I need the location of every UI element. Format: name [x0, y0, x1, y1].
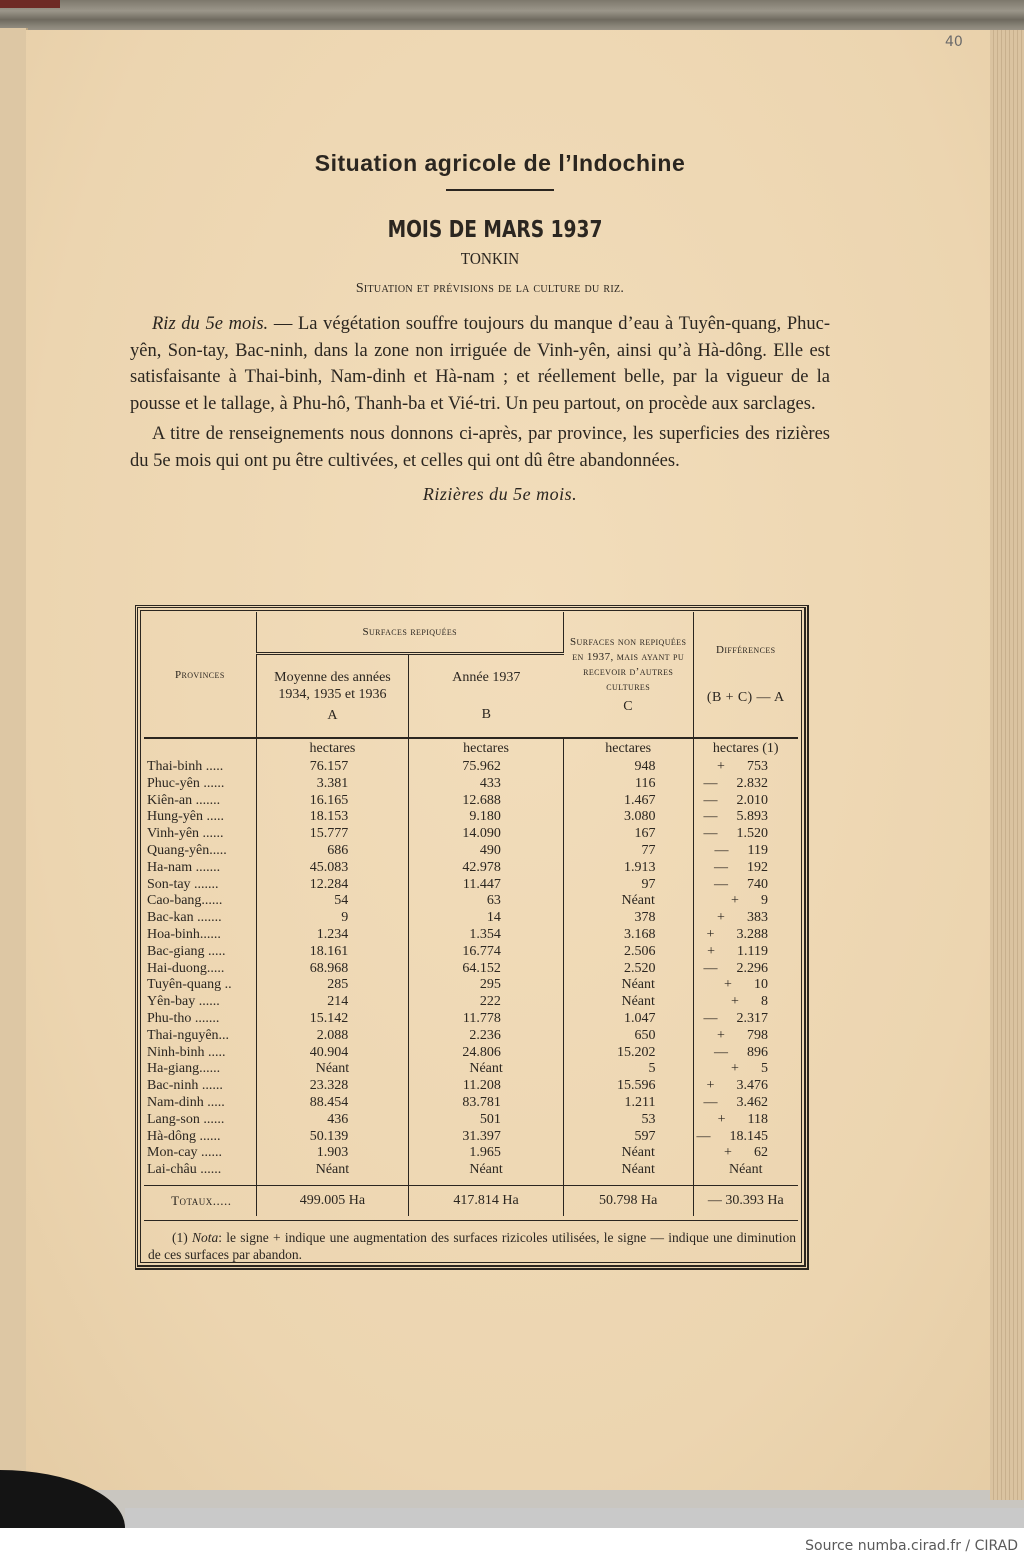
- units-row: [144, 738, 798, 759]
- value-c: 2.520: [563, 961, 693, 978]
- header-col-b: [409, 654, 564, 739]
- difference-cell: [693, 1045, 798, 1062]
- table-row: [144, 1095, 798, 1112]
- value-a: 15.777: [256, 826, 409, 843]
- page-stack-edge: [990, 30, 1024, 1500]
- month-heading: MOIS DE MARS 1937: [387, 217, 603, 243]
- difference-value: 753: [747, 759, 768, 774]
- difference-sign: —: [714, 859, 728, 875]
- table-caption: Rizières du 5e mois.: [422, 484, 578, 504]
- rice-fields-table: [135, 605, 809, 1270]
- difference-cell: [693, 793, 798, 810]
- value-a: 285: [256, 977, 409, 994]
- table-row: [144, 977, 798, 994]
- value-b: 1.354: [409, 927, 564, 944]
- province-name: Hoa-binh......: [144, 927, 256, 944]
- value-a: 15.142: [256, 1011, 409, 1028]
- difference-cell: [693, 759, 798, 776]
- value-c: 3.080: [563, 809, 693, 826]
- unit-a: hectares: [256, 738, 409, 759]
- value-b: Néant: [409, 1162, 564, 1179]
- difference-cell: [693, 809, 798, 826]
- header-col-b-letter: B: [481, 707, 491, 722]
- header-col-c-text: Surfaces non repiquées en 1937, mais ayant pu recevoir d’autres cultures: [570, 636, 687, 693]
- province-name: Ninh-binh .....: [144, 1045, 256, 1062]
- difference-cell: [693, 1162, 798, 1179]
- difference-value: 192: [747, 859, 768, 875]
- value-b: 9.180: [409, 809, 564, 826]
- value-c: 116: [563, 776, 693, 793]
- value-a: 18.153: [256, 809, 409, 826]
- province-name: Ha-nam .......: [144, 860, 256, 877]
- total-b: 417.814 Ha: [409, 1185, 564, 1216]
- table-row: [144, 1011, 798, 1028]
- value-a: 54: [256, 893, 409, 910]
- difference-value: 5.893: [736, 809, 768, 825]
- total-d: — 30.393 Ha: [693, 1185, 798, 1216]
- value-c: 378: [563, 910, 693, 927]
- difference-sign: —: [703, 1010, 718, 1026]
- table-row: [144, 944, 798, 961]
- province-name: Phu-tho .......: [144, 1011, 256, 1028]
- value-a: 23.328: [256, 1078, 409, 1095]
- value-b: 83.781: [409, 1095, 564, 1112]
- value-a: 3.381: [256, 776, 409, 793]
- value-a: 1.903: [256, 1145, 409, 1162]
- total-c: 50.798 Ha: [563, 1185, 693, 1216]
- province-name: Thai-nguyên...: [144, 1028, 256, 1045]
- value-a: 686: [256, 843, 409, 860]
- value-b: 14.090: [409, 826, 564, 843]
- value-b: 11.778: [409, 1011, 564, 1028]
- value-b: 295: [409, 977, 564, 994]
- value-c: Néant: [563, 1145, 693, 1162]
- value-b: 11.208: [409, 1078, 564, 1095]
- difference-value: 5: [761, 1061, 768, 1077]
- table-row: [144, 1112, 798, 1129]
- table-row: [144, 1045, 798, 1062]
- value-c: 77: [563, 843, 693, 860]
- difference-sign: +: [717, 1111, 726, 1127]
- table-row: [144, 910, 798, 927]
- province-name: Thai-binh .....: [144, 759, 256, 776]
- table-row: [144, 893, 798, 910]
- difference-cell: [693, 843, 798, 860]
- difference-cell: [693, 1112, 798, 1129]
- header-col-c: [563, 612, 693, 738]
- difference-sign: +: [706, 926, 715, 942]
- province-name: Vinh-yên ......: [144, 826, 256, 843]
- value-a: 18.161: [256, 944, 409, 961]
- difference-value: 9: [761, 893, 768, 909]
- paragraph-renseignements: A titre de renseignements nous donnons ci-après, par province, les superficies des rizières du 5e mois qui ont pu être cultivées, et celles qui ont dû être abandonnées.: [130, 424, 830, 471]
- difference-sign: —: [703, 792, 718, 808]
- difference-value: 383: [747, 910, 768, 926]
- paragraph-lead: Riz du 5e mois.: [152, 314, 269, 334]
- value-c: 53: [563, 1112, 693, 1129]
- value-b: 16.774: [409, 944, 564, 961]
- value-c: 15.202: [563, 1045, 693, 1062]
- difference-value: 62: [754, 1145, 768, 1161]
- difference-value: 798: [747, 1027, 768, 1043]
- footnote-nota: Nota: [192, 1229, 219, 1245]
- value-c: Néant: [563, 1162, 693, 1179]
- province-name: Phuc-yên ......: [144, 776, 256, 793]
- province-name: Bac-giang .....: [144, 944, 256, 961]
- difference-sign: +: [707, 943, 715, 959]
- difference-sign: +: [717, 1027, 725, 1043]
- province-name: Ha-giang......: [144, 1061, 256, 1078]
- value-a: 45.083: [256, 860, 409, 877]
- header-surfaces-repiquees: Surfaces repiquées: [256, 612, 563, 654]
- paragraph-riz-5e-mois: [130, 311, 830, 417]
- value-c: 167: [563, 826, 693, 843]
- difference-value: 2.832: [736, 775, 768, 791]
- header-col-a: [256, 654, 409, 739]
- table-row: [144, 793, 798, 810]
- value-b: 42.978: [409, 860, 564, 877]
- value-b: 63: [409, 893, 564, 910]
- value-a: 40.904: [256, 1045, 409, 1062]
- difference-cell: [693, 927, 798, 944]
- value-a: 12.284: [256, 877, 409, 894]
- table-row: [144, 1078, 798, 1095]
- difference-value: 3.288: [736, 926, 768, 942]
- value-b: 222: [409, 994, 564, 1011]
- table-row: [144, 994, 798, 1011]
- difference-sign: —: [714, 876, 728, 892]
- province-name: Tuyên-quang ..: [144, 977, 256, 994]
- header-col-d: [693, 612, 798, 738]
- footnote-text: : le signe + indique une augmentation des surfaces rizicoles utilisées, le signe — indique une diminution de ces surfaces par abandon.: [148, 1229, 796, 1262]
- difference-cell: [693, 1129, 798, 1146]
- value-a: 68.968: [256, 961, 409, 978]
- province-name: Cao-bang......: [144, 893, 256, 910]
- unit-c: hectares: [563, 738, 693, 759]
- totals-row: [144, 1185, 798, 1216]
- value-c: 1.047: [563, 1011, 693, 1028]
- difference-value: 2.296: [736, 960, 768, 976]
- totals-label: Totaux.....: [144, 1185, 256, 1216]
- header-col-d-formula: (B + C) — A: [706, 689, 785, 705]
- difference-sign: +: [724, 1145, 732, 1161]
- table-row: [144, 927, 798, 944]
- data-table: [144, 612, 798, 1216]
- difference-sign: —: [714, 1044, 728, 1060]
- table-footnote: (1) Nota: le signe + indique une augmentation des surfaces rizicoles utilisées, le signe — indique une diminution de ces surfaces par abandon.: [144, 1220, 798, 1263]
- province-name: Hung-yên .....: [144, 809, 256, 826]
- title-divider: [446, 189, 554, 191]
- table-row: [144, 877, 798, 894]
- previous-page-edge: [0, 28, 28, 1498]
- province-name: Yên-bay ......: [144, 994, 256, 1011]
- difference-sign: —: [703, 1094, 718, 1110]
- value-c: 3.168: [563, 927, 693, 944]
- province-name: Lai-châu ......: [144, 1162, 256, 1179]
- difference-cell: [693, 961, 798, 978]
- difference-value: 896: [747, 1044, 768, 1060]
- difference-sign: —: [696, 1128, 711, 1144]
- value-a: 214: [256, 994, 409, 1011]
- value-b: 24.806: [409, 1045, 564, 1062]
- value-c: 1.211: [563, 1095, 693, 1112]
- province-name: Bac-kan .......: [144, 910, 256, 927]
- value-b: 490: [409, 843, 564, 860]
- value-a: 2.088: [256, 1028, 409, 1045]
- difference-value: 119: [747, 842, 768, 858]
- difference-sign: +: [717, 759, 725, 774]
- region-heading: TONKIN: [460, 249, 520, 268]
- province-name: Mon-cay ......: [144, 1145, 256, 1162]
- table-row: [144, 961, 798, 978]
- difference-sign: —: [703, 960, 718, 976]
- source-credit: Source numba.cirad.fr / CIRAD: [805, 1538, 1018, 1554]
- difference-value: 2.010: [736, 792, 768, 808]
- value-a: Néant: [256, 1061, 409, 1078]
- value-b: 14: [409, 910, 564, 927]
- difference-cell: [693, 776, 798, 793]
- table-row: [144, 1028, 798, 1045]
- difference-sign: +: [717, 910, 725, 926]
- difference-sign: +: [724, 977, 732, 993]
- province-name: Hai-duong.....: [144, 961, 256, 978]
- value-b: 433: [409, 776, 564, 793]
- page-content: [130, 150, 830, 505]
- value-b: 31.397: [409, 1129, 564, 1146]
- difference-sign: —: [703, 809, 718, 825]
- value-a: 9: [256, 910, 409, 927]
- value-c: Néant: [563, 994, 693, 1011]
- value-b: 2.236: [409, 1028, 564, 1045]
- value-c: Néant: [563, 893, 693, 910]
- header-provinces: Provinces: [144, 612, 256, 738]
- province-name: Quang-yên.....: [144, 843, 256, 860]
- province-name: Hà-dông ......: [144, 1129, 256, 1146]
- value-b: 11.447: [409, 877, 564, 894]
- table-row: [144, 1145, 798, 1162]
- value-b: 501: [409, 1112, 564, 1129]
- difference-value: 1.520: [736, 826, 768, 842]
- value-a: 1.234: [256, 927, 409, 944]
- table-row: [144, 1162, 798, 1179]
- difference-value: 3.476: [736, 1078, 768, 1094]
- difference-value: 10: [754, 977, 768, 993]
- difference-value: 18.145: [729, 1128, 768, 1144]
- value-b: 64.152: [409, 961, 564, 978]
- value-b: 12.688: [409, 793, 564, 810]
- value-a: 76.157: [256, 759, 409, 776]
- difference-cell: [693, 826, 798, 843]
- value-c: 97: [563, 877, 693, 894]
- unit-d: hectares (1): [693, 738, 798, 759]
- scan-bottom-margin: [125, 1508, 1024, 1528]
- value-c: 1.467: [563, 793, 693, 810]
- difference-value: 2.317: [736, 1010, 768, 1026]
- difference-sign: —: [703, 775, 718, 791]
- value-b: 75.962: [409, 759, 564, 776]
- difference-sign: +: [731, 1061, 739, 1077]
- header-col-d-text: Différences: [716, 643, 776, 656]
- table-row: [144, 1061, 798, 1078]
- table-row: [144, 843, 798, 860]
- table-row: [144, 826, 798, 843]
- handwritten-page-number: 40: [945, 34, 963, 50]
- difference-cell: [693, 893, 798, 910]
- difference-value: 8: [761, 994, 768, 1010]
- difference-cell: [693, 994, 798, 1011]
- header-col-c-letter: C: [623, 699, 634, 714]
- value-c: 948: [563, 759, 693, 776]
- value-c: Néant: [563, 977, 693, 994]
- table-body: [144, 738, 798, 1216]
- table-row: [144, 860, 798, 877]
- value-b: 1.965: [409, 1145, 564, 1162]
- difference-cell: [693, 1011, 798, 1028]
- difference-cell: [693, 860, 798, 877]
- header-col-a-text: Moyenne des années 1934, 1935 et 1936: [274, 669, 391, 702]
- value-c: 597: [563, 1129, 693, 1146]
- value-a: 436: [256, 1112, 409, 1129]
- difference-value: 118: [747, 1111, 768, 1127]
- difference-sign: +: [731, 994, 739, 1010]
- header-col-b-text: Année 1937: [452, 670, 521, 685]
- difference-cell: [693, 1028, 798, 1045]
- difference-sign: +: [706, 1078, 715, 1094]
- header-col-a-letter: A: [327, 707, 338, 723]
- value-c: 5: [563, 1061, 693, 1078]
- value-a: Néant: [256, 1162, 409, 1179]
- value-a: 88.454: [256, 1095, 409, 1112]
- difference-cell: [693, 1061, 798, 1078]
- difference-sign: +: [731, 893, 739, 909]
- difference-sign: —: [714, 842, 729, 858]
- value-c: 1.913: [563, 860, 693, 877]
- value-c: 15.596: [563, 1078, 693, 1095]
- difference-value: 3.462: [736, 1094, 768, 1110]
- section-subtitle: Situation et prévisions de la culture du riz.: [355, 281, 625, 296]
- province-name: Nam-dinh .....: [144, 1095, 256, 1112]
- province-name: Lang-son ......: [144, 1112, 256, 1129]
- table-row: [144, 809, 798, 826]
- difference-cell: [693, 910, 798, 927]
- document-title: Situation agricole de l’Indochine: [314, 150, 686, 176]
- difference-value: 740: [747, 876, 768, 892]
- table-row: [144, 1129, 798, 1146]
- province-name: Kiên-an .......: [144, 793, 256, 810]
- difference-cell: [693, 944, 798, 961]
- province-name: Bac-ninh ......: [144, 1078, 256, 1095]
- difference-sign: —: [703, 826, 718, 842]
- unit-b: hectares: [409, 738, 564, 759]
- value-c: 650: [563, 1028, 693, 1045]
- table-row: [144, 776, 798, 793]
- value-c: 2.506: [563, 944, 693, 961]
- value-a: 50.139: [256, 1129, 409, 1146]
- paragraph-text: — La végétation souffre toujours du manque d’eau à Tuyên-quang, Phuc-yên, Son-tay, Bac-ninh, dans la zone non irriguée de Vinh-yên, ainsi qu’à Hà-dông. Elle est satisfaisante à Thai-binh, Nam-dinh et Hà-nam ; et réellement belle, par la vigueur de la pousse et le tallage, à Phu-hô, Thanh-ba et Vié-tri. Un peu partout, on procède aux sarclages.: [130, 314, 830, 414]
- difference-cell: [693, 977, 798, 994]
- difference-value: 1.119: [737, 943, 768, 959]
- difference-cell: [693, 1078, 798, 1095]
- difference-cell: [693, 1095, 798, 1112]
- total-a: 499.005 Ha: [256, 1185, 409, 1216]
- difference-cell: [693, 1145, 798, 1162]
- province-name: Son-tay .......: [144, 877, 256, 894]
- value-b: Néant: [409, 1061, 564, 1078]
- value-a: 16.165: [256, 793, 409, 810]
- difference-value: Néant: [729, 1162, 763, 1178]
- difference-cell: [693, 877, 798, 894]
- table-row: [144, 759, 798, 776]
